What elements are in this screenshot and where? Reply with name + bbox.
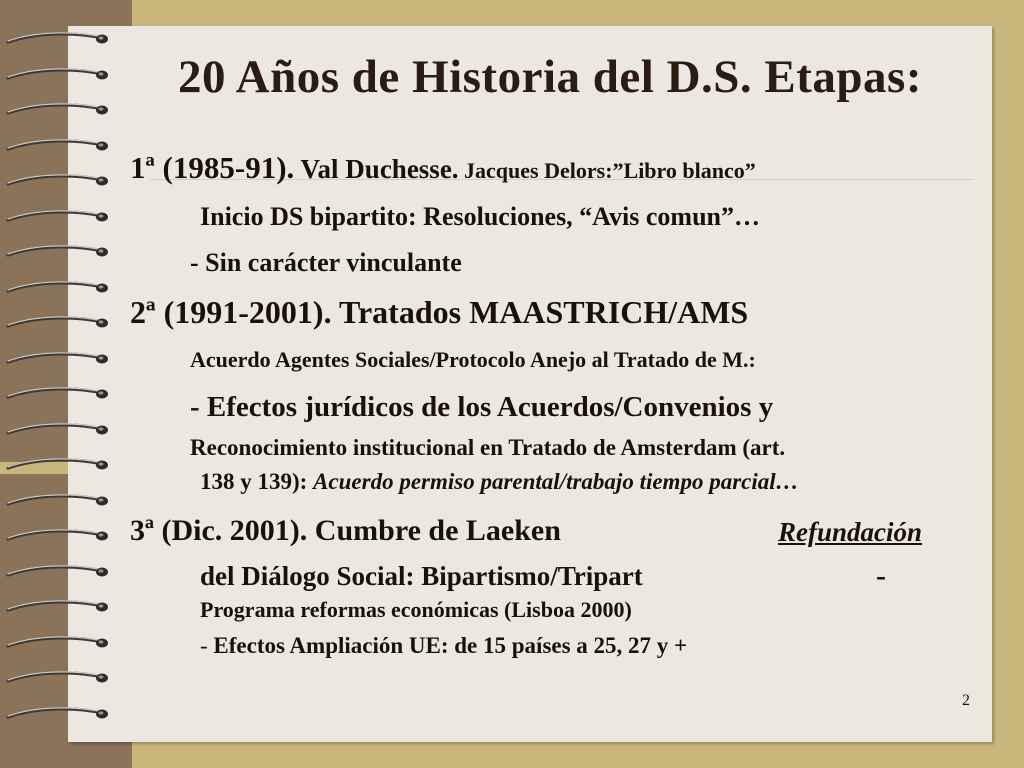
spiral-ring: [6, 598, 110, 616]
spiral-ring: [6, 350, 110, 368]
spiral-ring: [6, 421, 110, 439]
stage-3-line-4: - Efectos Ampliación UE: de 15 países a 25, 27 y +: [200, 633, 688, 658]
stage-3-heading: 3ª (Dic. 2001). Cumbre de Laeken: [130, 514, 561, 547]
spiral-ring: [6, 669, 110, 687]
stage-2-line-3: - Efectos jurídicos de los Acuerdos/Convenios y: [190, 391, 774, 423]
spiral-ring: [6, 456, 110, 474]
page-number: 2: [962, 692, 970, 709]
stage-2-line-2: Acuerdo Agentes Sociales/Protocolo Anejo al Tratado de M.:: [190, 347, 756, 372]
stage-1-line-2: Inicio DS bipartito: Resoluciones, “Avis comun”…: [200, 202, 760, 231]
stage-3-dash: -: [876, 559, 886, 592]
spiral-ring: [6, 30, 110, 48]
spiral-ring: [6, 243, 110, 261]
stage-3-line-2: del Diálogo Social: Bipartismo/Tripart: [200, 561, 643, 591]
stage-2-line-4: Reconocimiento institucional en Tratado de Amsterdam (art.: [190, 435, 786, 460]
spiral-ring: [6, 314, 110, 332]
refundacion-label: Refundación: [778, 517, 923, 547]
spiral-ring: [6, 172, 110, 190]
spiral-ring: [6, 385, 110, 403]
spiral-binding: [0, 30, 120, 750]
spiral-ring: [6, 208, 110, 226]
stage-2-heading: 2ª (1991-2001). Tratados MAASTRICH/AMS: [130, 294, 749, 330]
stage-1-line-3: - Sin carácter vinculante: [190, 248, 462, 277]
stage-1-heading: 1ª (1985-91). Val Duchesse. Jacques Delors:”Libro blanco”: [130, 150, 756, 185]
spiral-ring: [6, 705, 110, 723]
spiral-ring: [6, 527, 110, 545]
stage-3-line-3: Programa reformas económicas (Lisboa 2000): [200, 597, 632, 622]
slide-title: 20 Años de Historia del D.S. Etapas:: [178, 51, 922, 103]
spiral-ring: [6, 634, 110, 652]
spiral-ring: [6, 563, 110, 581]
spiral-ring: [6, 279, 110, 297]
spiral-ring: [6, 492, 110, 510]
stage-2-line-5: 138 y 139): Acuerdo permiso parental/trabajo tiempo parcial…: [200, 469, 799, 494]
spiral-ring: [6, 137, 110, 155]
